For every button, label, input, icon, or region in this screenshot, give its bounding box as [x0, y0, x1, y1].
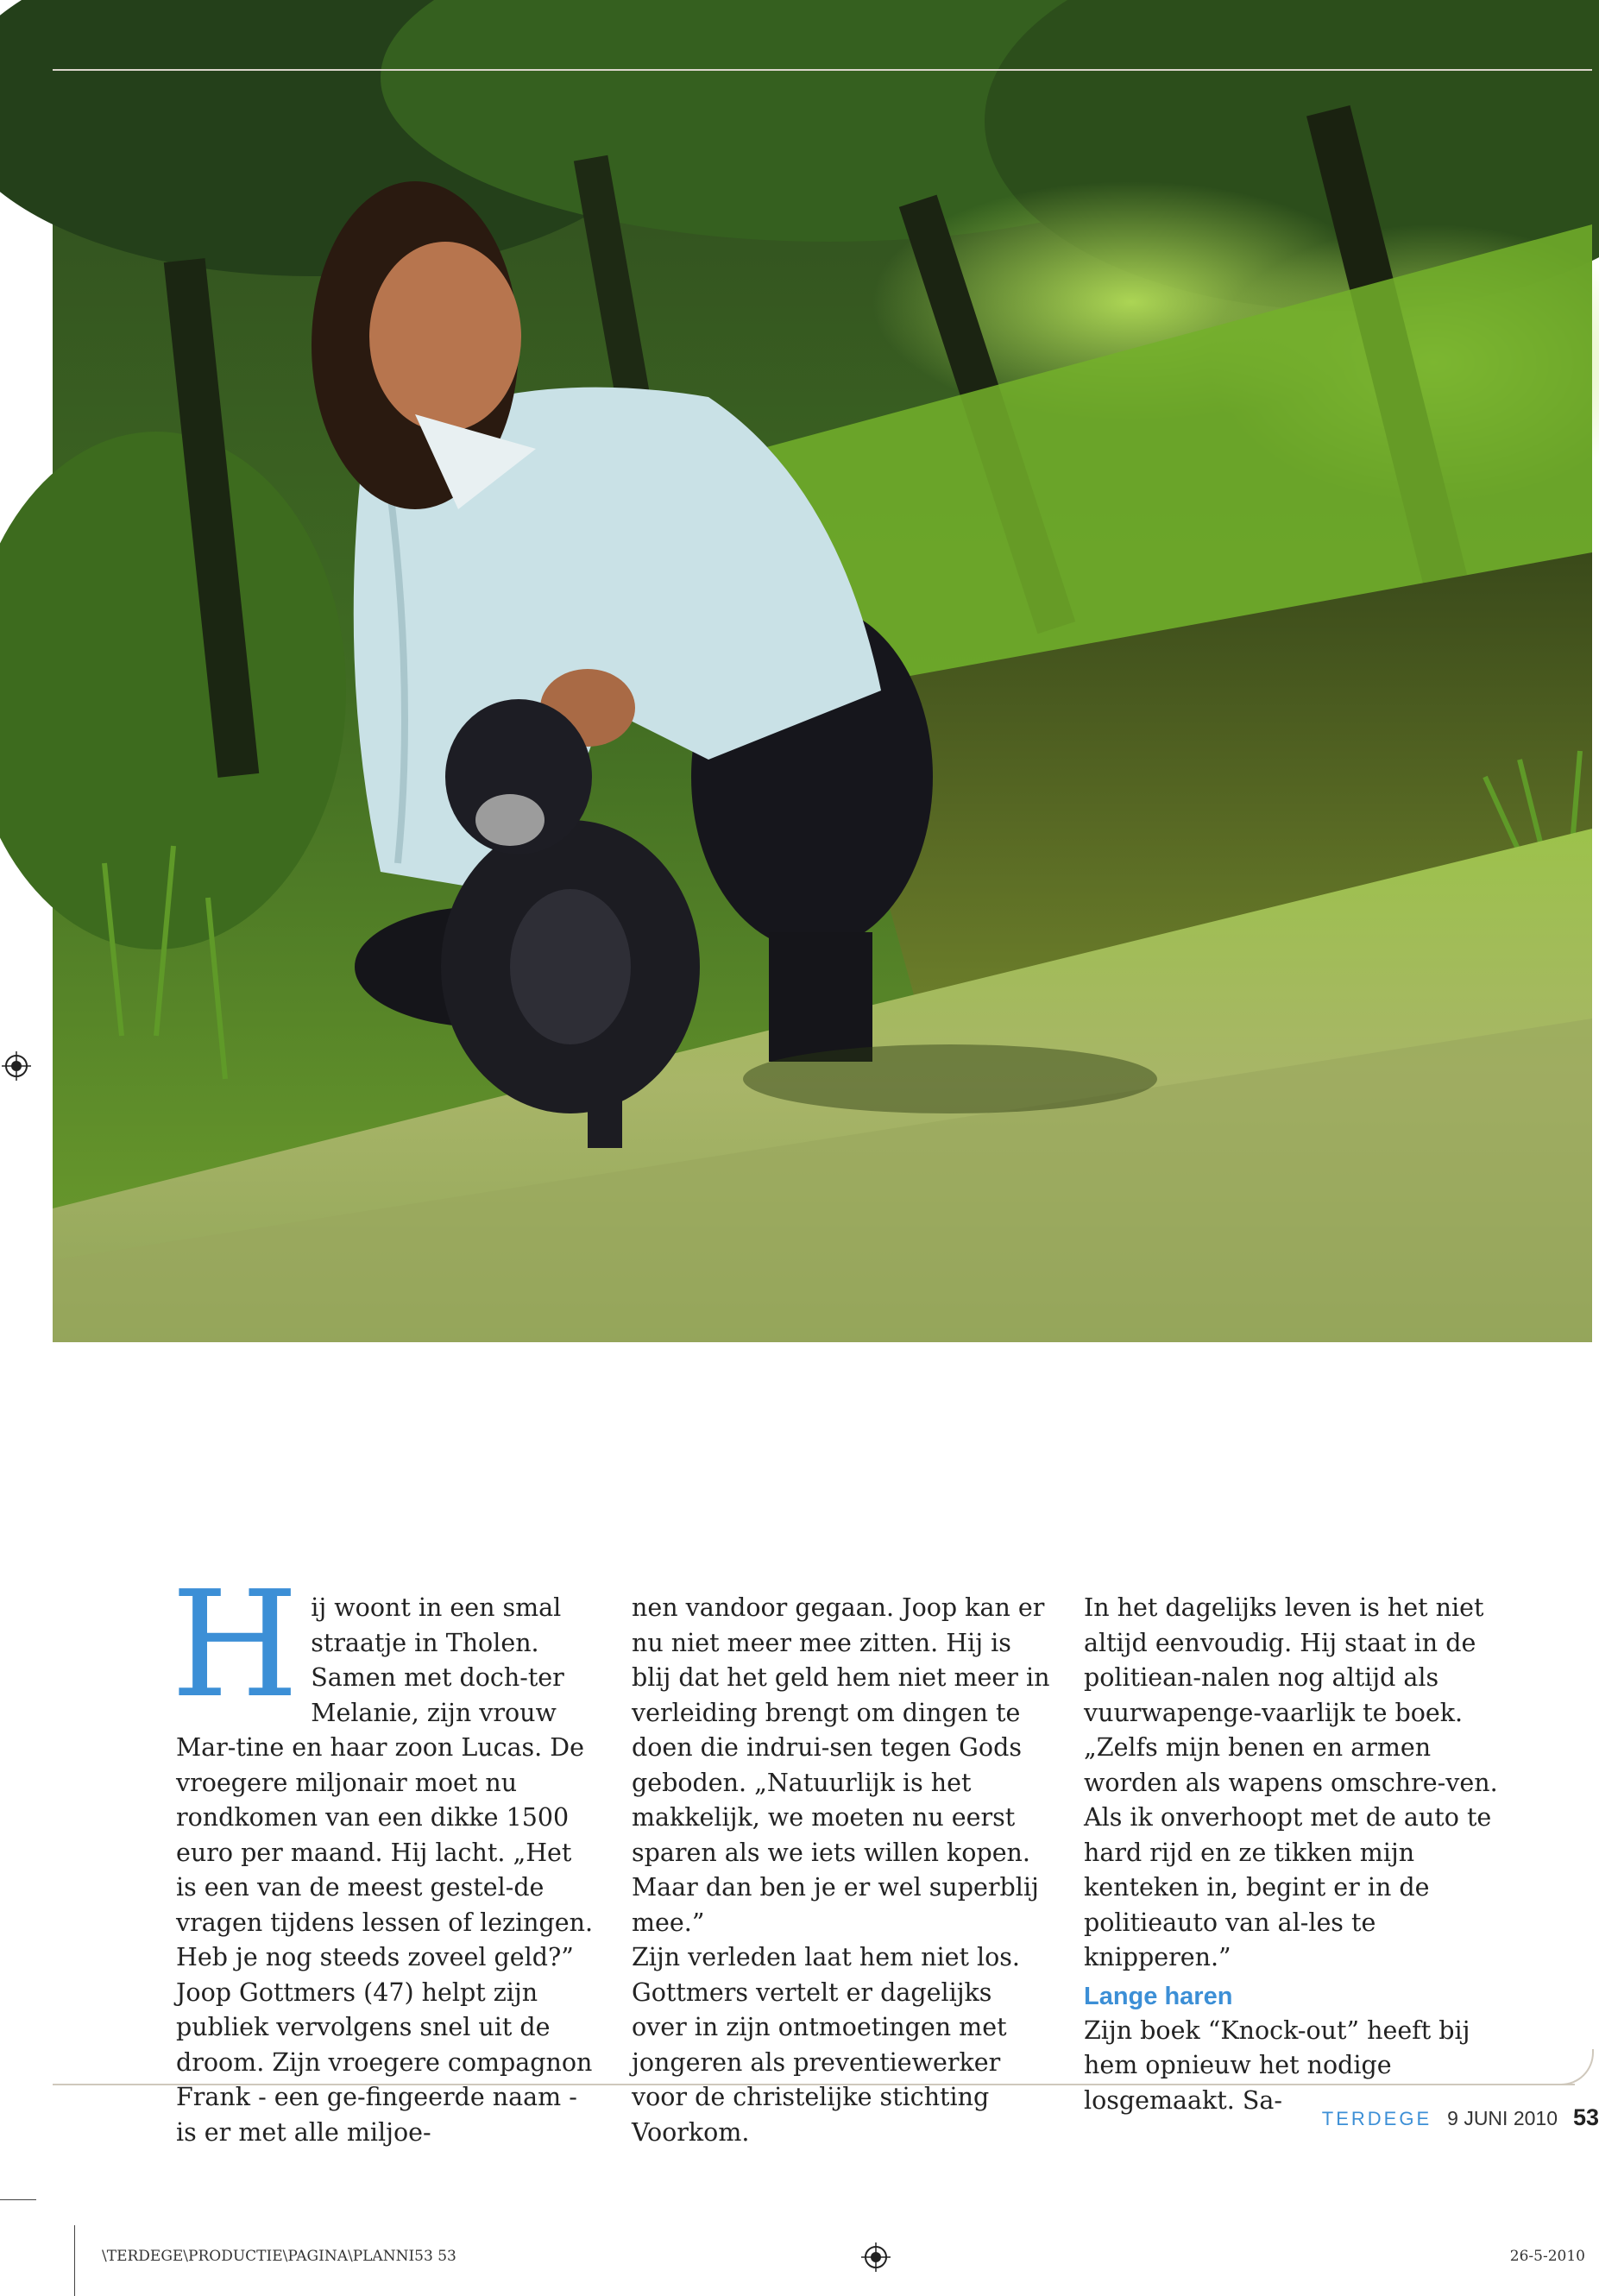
- issue-date: 9 JUNI 2010: [1447, 2107, 1558, 2129]
- article-column-1: [171, 1560, 599, 2150]
- registration-mark-icon: [861, 2242, 891, 2272]
- first-paragraph: [171, 1560, 599, 1976]
- trim-mark: [74, 2225, 75, 2296]
- paragraph-text: nen vandoor gegaan. Joop kan er nu niet meer mee zitten. Hij is blij dat het geld hem niet meer in verleiding brengt om dingen te doen die indrui-sen tegen Gods geboden. „Natuurlijk is het makkelijk, we moeten nu eerst sparen als we iets willen kopen. Maar dan ben je er wel superblij mee.”: [632, 1593, 1050, 1937]
- article-column-3: [1084, 1591, 1507, 2118]
- hero-photo: [53, 0, 1592, 1342]
- page-number: 53: [1573, 2104, 1599, 2130]
- photo-frame-line: [53, 69, 1592, 71]
- paragraph-text: Zijn verleden laat hem niet los. Gottmers vertelt er dagelijks over in zijn ontmoetingen met jongeren als preventiewerker voor de christelijke stichting Voorkom.: [632, 1943, 1020, 2147]
- production-slug: \TERDEGE\PRODUCTIE\PAGINA\PLANNI53 53: [102, 2248, 456, 2265]
- registration-mark-icon: [2, 1051, 31, 1081]
- section-subhead: Lange haren: [1084, 1982, 1233, 2010]
- bottom-rule: [53, 2084, 1575, 2085]
- paragraph-text: Joop Gottmers (47) helpt zijn publiek vervolgens snel uit de droom. Zijn vroegere compagnon Frank - een ge-fingeerde naam - is er met alle miljoe-: [176, 1977, 593, 2147]
- paragraph-text: ij woont in een smal straatje in Tholen. Samen met doch-ter Melanie, zijn vrouw Mar-tine en haar zoon Lucas. De vroegere miljonair moet nu rondkomen van een dikke 1500 euro per maand. Hij lacht. „Het is een van de meest gestel-de vragen tijdens lessen of lezingen. Heb je nog steeds zoveel geld?”: [176, 1593, 594, 1971]
- article-column-2: [632, 1591, 1054, 2150]
- paragraph-text: Zijn boek “Knock-out” heeft bij hem opnieuw het nodige losgemaakt. Sa-: [1084, 2015, 1470, 2115]
- paragraph-text: In het dagelijks leven is het niet altijd eenvoudig. Hij staat in de politiean-nalen nog altijd als vuurwapenge-vaarlijk te boek. „Zelfs mijn benen en armen worden als wapens omschre-ven. Als ik onverhoopt met de auto te hard rijd en ze tikken mijn kenteken in, begint er in de politieauto van al-les te knipperen.”: [1084, 1593, 1498, 1971]
- trim-mark: [0, 2199, 36, 2200]
- drop-cap: H: [171, 1560, 299, 1731]
- magazine-name: TERDEGE: [1321, 2108, 1432, 2129]
- bottom-corner-curve: [1558, 2049, 1594, 2085]
- production-date: 26-5-2010: [1509, 2248, 1585, 2265]
- page-footer: [1321, 2104, 1599, 2135]
